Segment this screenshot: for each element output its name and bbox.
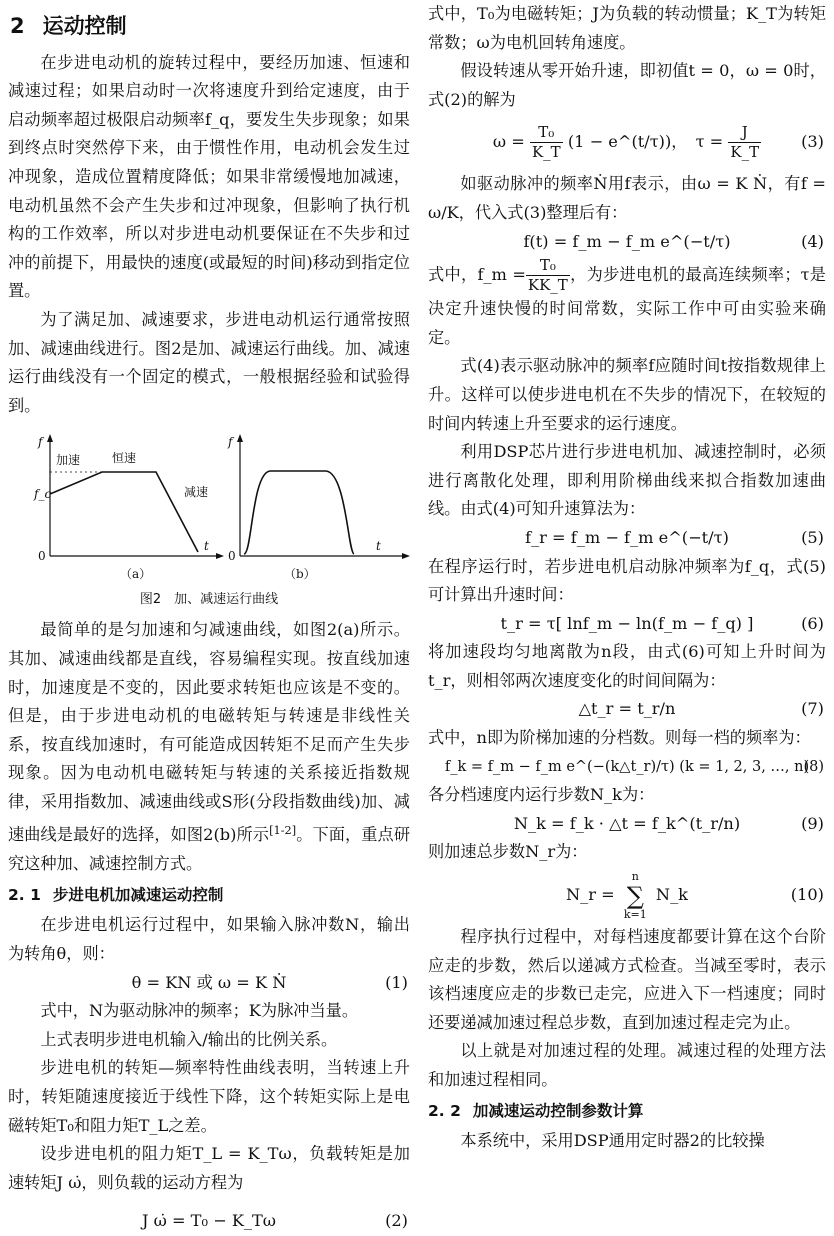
section-heading <box>10 12 410 41</box>
plot-a-decel-label: 减速 <box>184 485 209 500</box>
figure-caption: 图2 加、减速运行曲线 <box>139 592 279 608</box>
plot-a-x-label: t <box>204 539 209 554</box>
plot-b-x-label: t <box>376 539 381 554</box>
paragraph: 以上就是对加速过程的处理。减速过程的处理方法和加速过程相同。 <box>428 1041 826 1089</box>
paragraph: 式(4)表示驱动脉冲的频率f应随时间t按指数规律上升。这样可以使步进电机在不失步的情况下，在较短的时间内转速上升至要求的运行速度。 <box>428 356 826 433</box>
equation-number: (9) <box>801 813 824 833</box>
equation-number: (3) <box>801 132 824 152</box>
plot-b-s-curve <box>244 471 354 554</box>
paragraph: 本系统中，采用DSP通用定时器2的比较操 <box>460 1131 765 1151</box>
paragraph: 为了满足加、减速要求，步进电动机运行通常按照加、减速曲线进行。图2是加、减速运行曲线。加、减速运行曲线没有一个固定的模式，一般根据经验和试验得到。 <box>8 309 410 415</box>
paragraph: 各分档速度内运行步数N_k为： <box>428 785 655 805</box>
left-column <box>8 0 410 1236</box>
plot-a-trapezoid-curve <box>50 472 198 552</box>
plot-a-sublabel: （a） <box>120 567 152 582</box>
paragraph: 式中，n即为阶梯加速的分档数。则每一档的频率为： <box>428 728 811 748</box>
equation-number: (2) <box>385 1211 408 1231</box>
right-column <box>428 0 826 1156</box>
equation-number: (4) <box>801 231 824 251</box>
subsection-heading: 2. 1 步进电机加减速运动控制 <box>8 885 224 904</box>
equation-4: f(t) = f_m − f_m e^(−t/τ) (4) <box>428 228 826 257</box>
paragraph: 如驱动脉冲的频率Ṅ用f表示，由ω = K Ṅ，有f = ω/K，代入式(3)整理后有： <box>428 174 826 222</box>
plot-b-sublabel: （b） <box>284 567 316 582</box>
equation-1: θ = KN 或 ω = K Ṅ (1) <box>8 969 410 998</box>
equation-8: f_k = f_m − f_m e^(−(k△t_r)/τ) (k = 1, 2, 3, …, n) (8) <box>428 753 826 782</box>
paragraph: 程序执行过程中，对每档速度都要计算在这个台阶应走的步数，然后以递减方式检查。当减至零时，表示该档速度应走的步数已走完，应进入下一档速度；同时还要递减加速过程总步数，直到加速过程走完为止。 <box>428 927 826 1032</box>
paragraph: 在步进电动机的旋转过程中，要经历加速、恒速和减速过程；如果启动时一次将速度升到给定速度，由于启动频率超过极限启动频率f_q，要发生失步现象；如果到终点时突然停下来，由于惯性作用，电动机会发生过冲现象，造成位置精度降低；如果非常缓慢地加减速，电动机虽然不会产生失步和过冲现象，但影响了执行机构的工作效率，所以对步进电动机要保证在不失步和过冲的前提下，用最快的速度(或最短的时间)移动到指定位置。 <box>8 52 410 301</box>
paragraph: 最简单的是匀加速和匀减速曲线，如图2(a)所示。其加、减速曲线都是直线，容易编程实现。按直线加速时，加速度是不变的，因此要求转矩也应该是不变的。但是，由于步进电动机的电磁转矩与转速是非线性关系，按直线加速时，有可能造成因转矩不足而产生失步现象。因为电动机电磁转矩与转速的关系接近指数规律，采用指数加、减速曲线或S形(分段指数曲线)加、减速曲线是最好的选择，如图2(b)所示[1-2]。下面，重点研究这种加、减速控制方式。 <box>8 620 411 874</box>
paragraph: 设步进电机的阻力矩T_L = K_Tω，负载转矩是加速转矩J ω̇，则负载的运动方程为 <box>8 1144 410 1192</box>
equation-3: ω = $\frac{\text{T₀}}{K\_T}$ (1 − e^(t/τ))， τ = $\frac{J}{K\_T}$ (3) <box>428 114 826 170</box>
plot-b-origin: 0 <box>228 549 236 564</box>
citation: [1-2] <box>269 823 297 838</box>
paragraph: 利用DSP芯片进行步进电机加、减速控制时，必须进行离散化处理，即利用阶梯曲线来拟合指数加速曲线。由式(4)可知升速算法为： <box>428 442 826 519</box>
paragraph: 式中，T₀为电磁转矩；J为负载的转动惯量；K_T为转矩常数；ω为电机回转角速度。 <box>428 4 826 52</box>
paragraph: 在程序运行时，若步进电机启动脉冲频率为f_q，式(5)可计算出升速时间： <box>428 556 826 605</box>
paragraph: 则加速总步数N_r为： <box>428 842 588 862</box>
equation-9: N_k = f_k · △t = f_k^(t_r/n) (9) <box>428 810 826 839</box>
paragraph: 假设转速从零开始升速，即初值t = 0，ω = 0时，式(2)的解为 <box>428 61 826 109</box>
plot-a-fc-label: f_c <box>34 487 52 502</box>
equation-number: (1) <box>385 972 408 992</box>
paragraph: 式中，f_m = $\frac{\text{T₀}}{KK\_T}$ ，为步进电机的最高连续频率；τ是决定升速快慢的时间常数，实际工作中可由实验来确定。 <box>428 256 826 347</box>
paragraph: 将加速段均匀地离散为n段，由式(6)可知上升时间为t_r，则相邻两次速度变化的时间间隔为： <box>428 642 826 690</box>
plot-a-accel-label: 加速 <box>56 453 81 468</box>
equation-10: N_r = n ∑ k=1 N_k (10) <box>428 867 826 923</box>
equation-2: J ω̇ = T₀ − K_Tω (2) <box>8 1207 410 1236</box>
equation-number: (7) <box>801 699 824 719</box>
equation-5: f_r = f_m − f_m e^(−t/τ) (5) <box>428 524 826 553</box>
paragraph: 在步进电机运行过程中，如果输入脉冲数N，输出为转角θ，则： <box>8 915 410 964</box>
equation-number: (6) <box>801 613 824 633</box>
figure-2-graphics <box>8 426 410 586</box>
figure-2 <box>8 426 410 586</box>
subsection-heading: 2. 2 加减速运动控制参数计算 <box>428 1101 644 1120</box>
equation-number: (8) <box>803 758 824 775</box>
plot-a-origin: 0 <box>38 549 46 564</box>
equation-number: (10) <box>790 885 824 905</box>
paragraph: 式中，N为驱动脉冲的频率；K为脉冲当量。 <box>40 1001 359 1021</box>
equation-7: △t_r = t_r/n (7) <box>428 695 826 724</box>
equation-6: t_r = τ[ lnf_m − ln(f_m − f_q) ] (6) <box>428 610 826 639</box>
section-number: 2 <box>10 14 25 38</box>
plot-a-const-label: 恒速 <box>112 451 137 466</box>
equation-number: (5) <box>801 527 824 547</box>
paragraph: 上式表明步进电机输入/输出的比例关系。 <box>40 1029 338 1049</box>
plot-a-y-label: f <box>38 435 43 450</box>
plot-b-y-label: f <box>228 435 233 450</box>
section-title: 运动控制 <box>42 14 127 38</box>
paragraph: 步进电机的转矩—频率特性曲线表明，当转速上升时，转矩随速度接近于线性下降，这个转矩实际上是电磁转矩T₀和阻力矩T_L之差。 <box>8 1058 410 1135</box>
